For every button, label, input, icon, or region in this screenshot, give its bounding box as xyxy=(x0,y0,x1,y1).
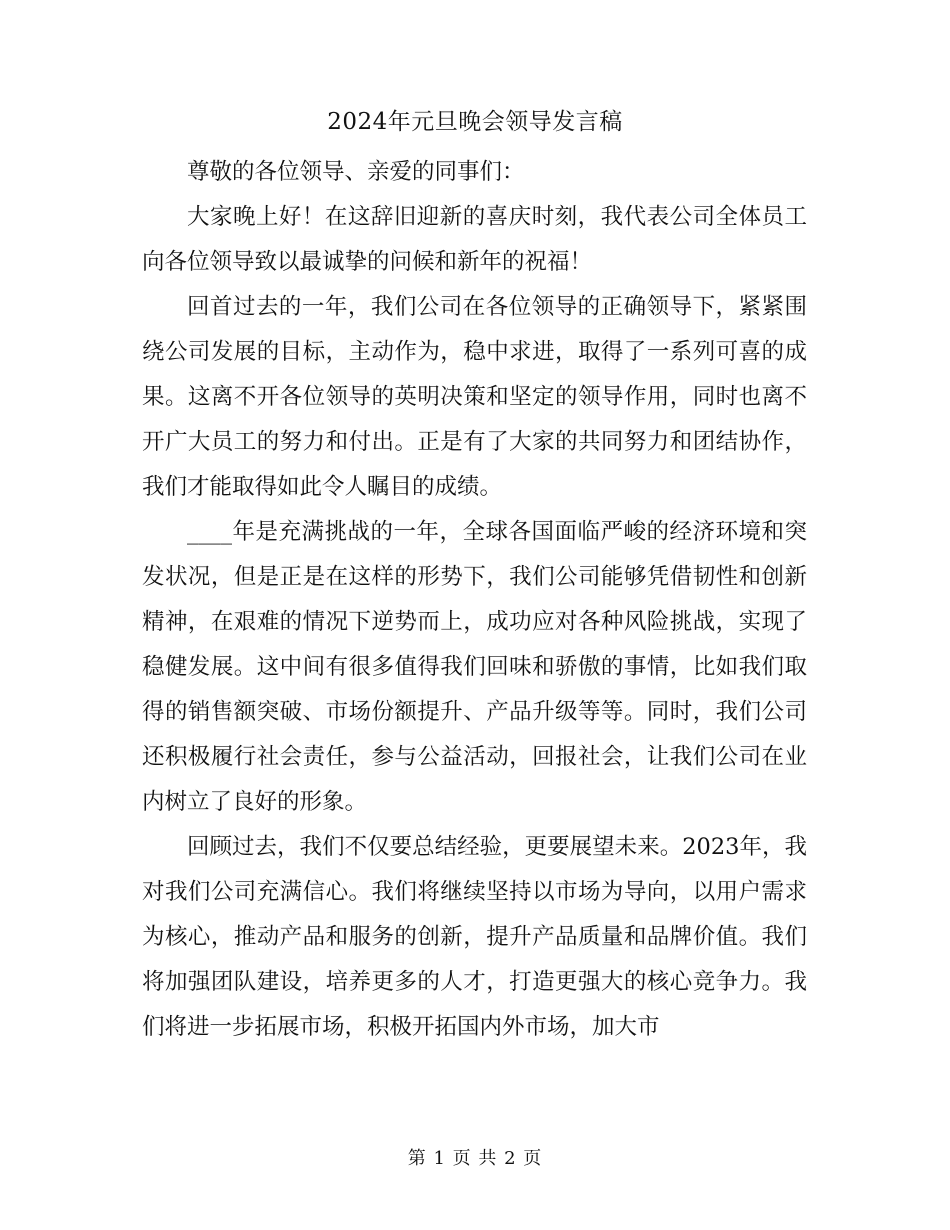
document-title: 2024年元旦晚会领导发言稿 xyxy=(327,109,623,135)
greeting-paragraph: 大家晚上好！在这辞旧迎新的喜庆时刻，我代表公司全体员工向各位领导致以最诚挚的问候和新年的祝福！ xyxy=(142,204,807,275)
outlook-paragraph: 回顾过去，我们不仅要总结经验，更要展望未来。2023年，我对我们公司充满信心。我们将继续坚持以市场为导向，以用户需求为核心，推动产品和服务的创新，提升产品质量和品牌价值。我们将加强团队建设，培养更多的人才，打造更强大的核心竞争力。我们将进一步拓展市场，积极开拓国内外市场，加大市 xyxy=(142,834,807,1040)
document-body xyxy=(142,150,807,1050)
challenge-paragraph: ____年是充满挑战的一年，全球各国面临严峻的经济环境和突发状况，但是正是在这样的形势下，我们公司能够凭借韧性和创新精神，在艰难的情况下逆势而上，成功应对各种风险挑战，实现了稳健发展。这中间有很多值得我们回味和骄傲的事情，比如我们取得的销售额突破、市场份额提升、产品升级等等。同时，我们公司还积极履行社会责任，参与公益活动，回报社会，让我们公司在业内树立了良好的形象。 xyxy=(142,519,807,815)
page-number-footer: 第 1 页 共 2 页 xyxy=(407,1148,543,1169)
review-paragraph: 回首过去的一年，我们公司在各位领导的正确领导下，紧紧围绕公司发展的目标，主动作为，稳中求进，取得了一系列可喜的成果。这离不开各位领导的英明决策和坚定的领导作用，同时也离不开广大员工的努力和付出。正是有了大家的共同努力和团结协作，我们才能取得如此令人瞩目的成绩。 xyxy=(142,294,807,500)
salutation-paragraph: 尊敬的各位领导、亲爱的同事们： xyxy=(187,159,525,185)
